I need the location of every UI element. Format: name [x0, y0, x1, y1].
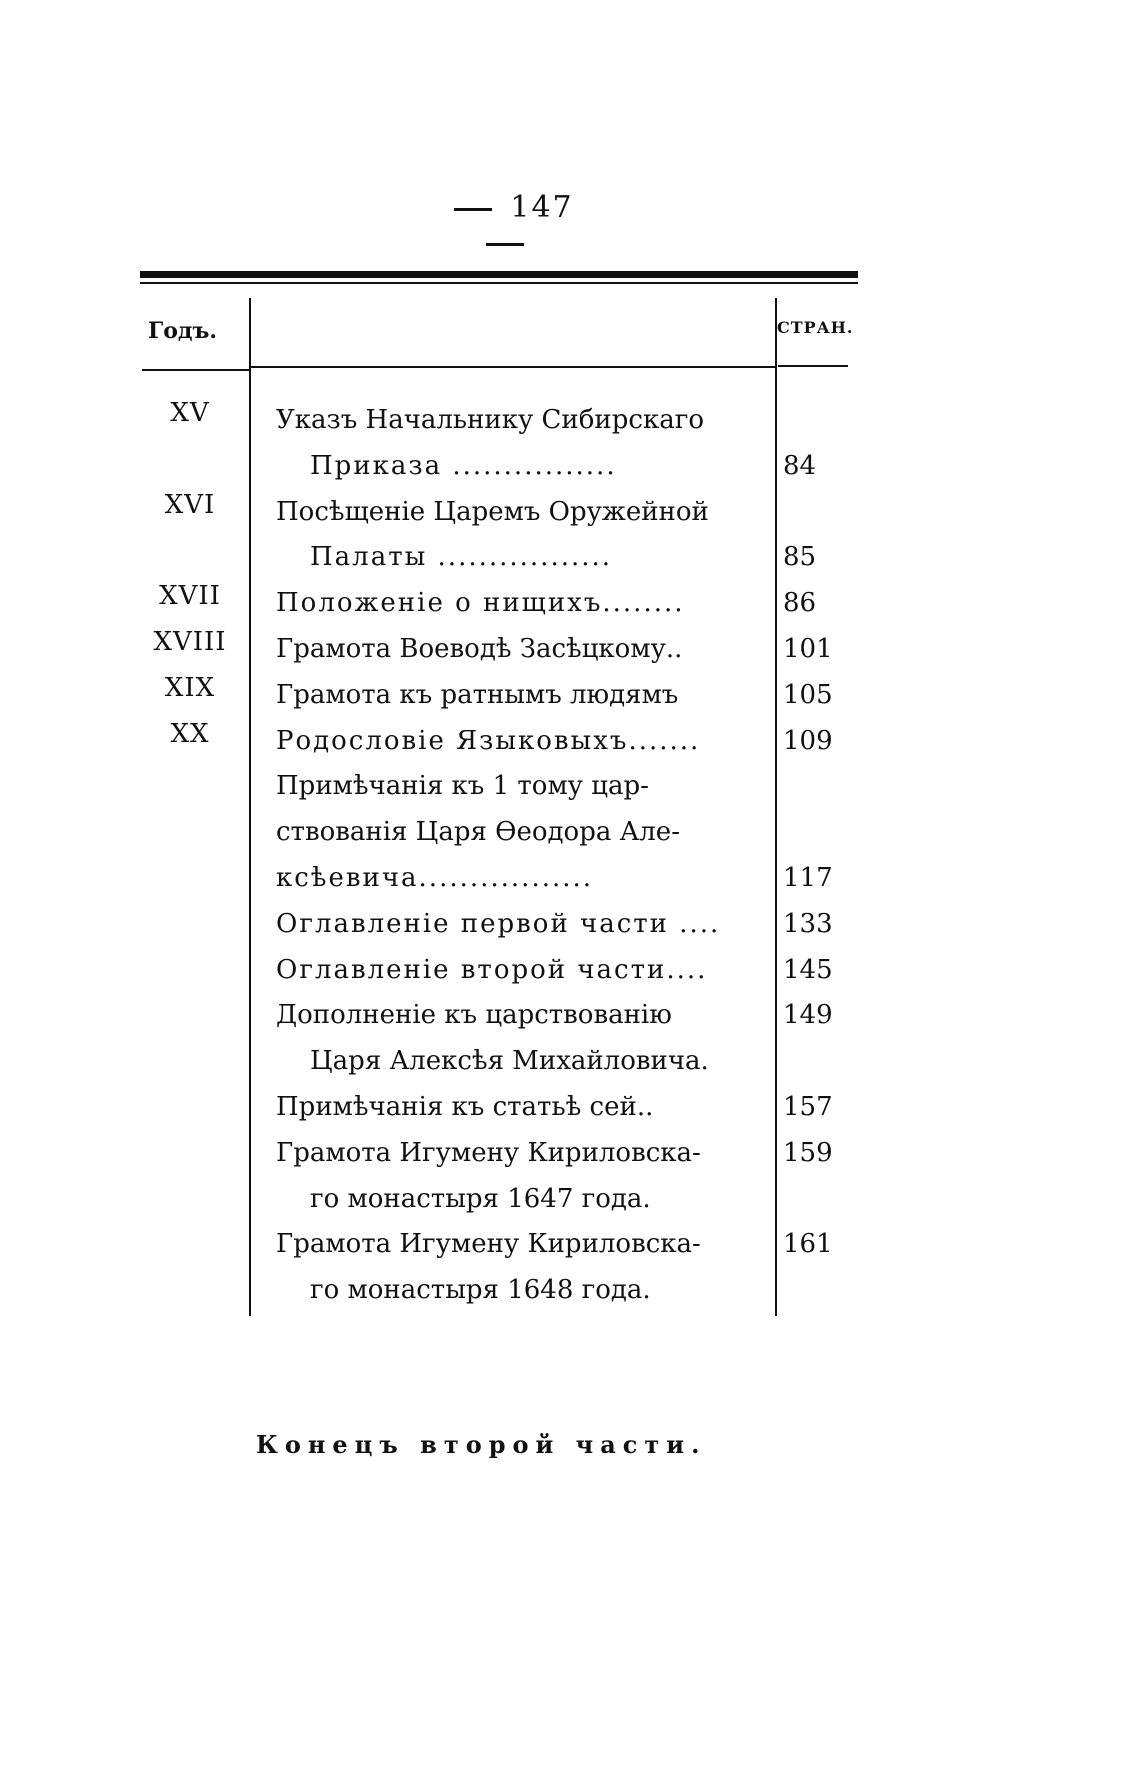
page-ref: 117 — [783, 862, 833, 893]
entry-title — [276, 398, 748, 490]
entry-title-line: ксѣевича................. — [276, 862, 594, 893]
page-ref: 105 — [783, 679, 833, 710]
page-ref: 159 — [783, 1137, 833, 1168]
column-divider-left — [249, 298, 251, 1316]
page-ref: 85 — [783, 542, 817, 573]
header-rule-middle — [250, 366, 776, 368]
year-numeral: XIX — [164, 672, 216, 703]
entry-title-line: Посѣщеніе Царемъ Оружейной — [276, 496, 709, 527]
entry-title-line: ствованія Царя Ѳеодора Але- — [276, 817, 680, 848]
entry-title — [276, 948, 748, 994]
year-numeral: XX — [170, 718, 210, 749]
page-number-text: 147 — [510, 190, 574, 225]
header-rule-left — [142, 369, 250, 371]
entry-title-line: Оглавленіе первой части .... — [276, 908, 721, 939]
entry-title-line: Царя Алексѣя Михайловича. — [310, 1046, 709, 1077]
end-of-part-note: Конецъ второй части. — [256, 1430, 707, 1459]
top-rule-thick — [140, 271, 858, 278]
page-ref: 84 — [783, 450, 817, 481]
entry-title — [276, 627, 748, 673]
entry-title — [276, 1131, 748, 1223]
column-header-year: Годъ. — [148, 318, 218, 344]
entry-title — [276, 673, 748, 719]
page-ref: 161 — [783, 1229, 833, 1260]
entry-title — [276, 1085, 748, 1131]
entry-title-line: Грамота Игумену Кириловска- — [276, 1137, 701, 1168]
entry-title-line: Родословіе Языковыхъ....... — [276, 725, 701, 756]
entry-title-line: го монастыря 1648 года. — [310, 1275, 651, 1306]
column-header-page: СТРАН. — [777, 318, 854, 337]
entry-title-line: Примѣчанія къ 1 тому цар- — [276, 771, 649, 802]
entry-title-line: Приказа ................ — [310, 450, 617, 481]
entry-title-line: Грамота Воеводѣ Засѣцкому.. — [276, 634, 683, 664]
entry-title — [276, 993, 748, 1085]
entry-title — [276, 581, 748, 627]
page-ref: 109 — [783, 725, 833, 756]
page-number — [400, 190, 610, 260]
year-numeral: XVII — [159, 581, 221, 612]
page-ref: 86 — [783, 588, 817, 619]
column-divider-right — [775, 298, 777, 1316]
entry-title — [276, 764, 748, 901]
entry-title — [276, 490, 748, 582]
page-ref: 149 — [783, 1000, 833, 1031]
entry-title-line: Грамота къ ратнымъ людямъ — [276, 679, 679, 710]
dash-right — [486, 243, 524, 246]
dash-left — [454, 208, 492, 211]
year-numeral: XVIII — [153, 627, 227, 657]
entry-title-line: го монастыря 1647 года. — [310, 1183, 651, 1214]
year-numeral: XVI — [164, 489, 216, 520]
entry-title-line: Положеніе о нищихъ........ — [276, 588, 685, 619]
entry-title-line: Палаты ................. — [310, 542, 613, 573]
page-ref: 133 — [783, 908, 833, 939]
entry-title — [276, 902, 748, 948]
page-ref: 101 — [783, 634, 833, 664]
year-numeral: XV — [170, 398, 210, 428]
entry-title — [276, 1222, 748, 1314]
header-rule-right — [778, 365, 848, 367]
top-rule-thin — [140, 282, 858, 284]
entry-title-line: Указъ Начальнику Сибирскаго — [276, 405, 704, 435]
page-ref: 145 — [783, 954, 833, 985]
entry-title — [276, 719, 748, 765]
page-ref: 157 — [783, 1092, 833, 1122]
entry-title-line: Грамота Игумену Кириловска- — [276, 1229, 701, 1260]
entry-title-line: Оглавленіе второй части.... — [276, 954, 708, 985]
entry-title-line: Дополненіе къ царствованію — [276, 1000, 672, 1031]
entry-title-line: Примѣчанія къ статьѣ сей.. — [276, 1092, 654, 1122]
